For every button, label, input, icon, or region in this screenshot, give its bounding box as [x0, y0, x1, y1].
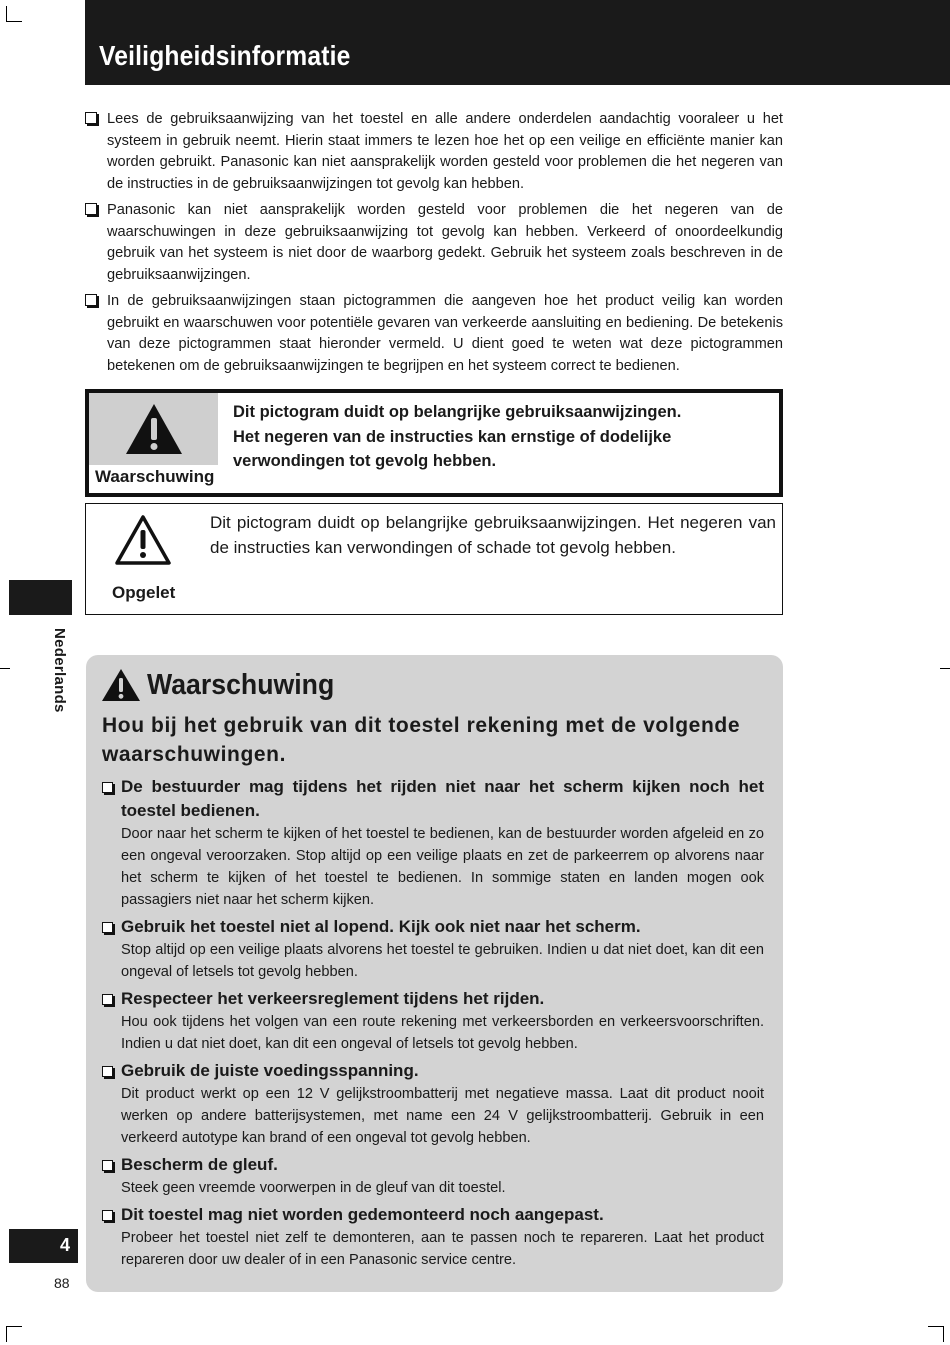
checkbox-bullet-icon	[85, 112, 97, 124]
crop-mark	[6, 1326, 22, 1327]
warning-triangle-icon	[101, 668, 141, 702]
page-number-box	[9, 1229, 78, 1263]
warning-item-body: Probeer het toestel niet zelf te demonteren, aan te passen noch te repareren. Laat het product repareren door uw dealer of in een Panasonic service centre.	[121, 1230, 764, 1268]
checkbox-bullet-icon	[102, 922, 113, 933]
panel-heading	[101, 668, 351, 702]
warning-item-body: Stop altijd op een veilige plaats alvorens het toestel te gebruiken. Indien u dat niet doet, kan dit een ongeval of letsels tot gevolg hebben.	[121, 942, 764, 980]
warning-panel	[86, 655, 783, 1292]
warning-description: Dit pictogram duidt op belangrijke gebruiksaanwijzingen. Het negeren van de instructies kan ernstige of dodelijke verwondingen tot gevolg hebben.	[233, 403, 682, 470]
sub-page-number: 88	[54, 1275, 70, 1291]
intro-paragraph: Lees de gebruiksaanwijzing van het toestel en alle andere onderdelen aandachtig vooraleer u het systeem in gebruik neemt. Hierin staat immers te lezen hoe het op een veilige en efficiënte manier kan worden gebruikt. Panasonic kan niet aansprakelijk worden gesteld voor problemen die het negeren van de instructies in de gebruiksaanwijzingen tot gevolg kan hebben.	[85, 109, 783, 195]
warning-item	[102, 775, 764, 911]
warning-item-body: Steek geen vreemde voorwerpen in de gleuf van dit toestel.	[121, 1180, 506, 1196]
warning-item	[102, 1203, 764, 1271]
warning-item-title: Gebruik het toestel niet al lopend. Kijk ook niet naar het scherm.	[121, 917, 641, 936]
checkbox-bullet-icon	[102, 1066, 113, 1077]
language-label: Nederlands	[51, 628, 68, 713]
warning-item-title: Dit toestel mag niet worden gedemonteerd noch aangepast.	[121, 1205, 604, 1224]
panel-subheading: Hou bij het gebruik van dit toestel rekening met de volgende waarschuwingen.	[102, 714, 741, 766]
crop-mark	[0, 668, 10, 669]
warning-item	[102, 1153, 764, 1199]
page-number: 4	[59, 1235, 70, 1255]
caution-triangle-icon	[113, 513, 173, 567]
caution-legend-box	[85, 503, 783, 615]
warning-label: Waarschuwing	[95, 467, 215, 486]
title-bar	[85, 0, 950, 85]
crop-mark	[943, 1326, 944, 1342]
crop-mark	[6, 21, 22, 22]
warning-item	[102, 987, 764, 1055]
warning-item-body: Hou ook tijdens het volgen van een route rekening met verkeersborden en verkeersvoorschriften. Indien u dat niet doet, kan dit een ongeval of letsels tot gevolg hebben.	[121, 1014, 764, 1052]
warning-item	[102, 915, 764, 983]
warning-item-body: Dit product werkt op een 12 V gelijkstroombatterij met negatieve massa. Laat dit product nooit werken op andere batterijsystemen, met name een 24 V gelijkstroombatterij. Gebruik in een verkeerd autotype kan brand of een ongeval tot gevolg hebben.	[121, 1086, 764, 1146]
warning-item-title: Respecteer het verkeersreglement tijdens het rijden.	[121, 989, 545, 1008]
page-title: Veiligheidsinformatie	[99, 40, 351, 71]
intro-list	[85, 109, 783, 382]
crop-mark	[928, 1326, 944, 1327]
warning-triangle-icon	[124, 402, 184, 456]
crop-mark	[6, 1326, 7, 1342]
checkbox-bullet-icon	[102, 1210, 113, 1221]
checkbox-bullet-icon	[85, 203, 97, 215]
checkbox-bullet-icon	[102, 1160, 113, 1171]
panel-heading-text: Waarschuwing	[147, 668, 335, 701]
warning-item-title: Bescherm de gleuf.	[121, 1155, 278, 1174]
crop-mark	[6, 6, 7, 22]
section-tab-marker	[9, 580, 72, 615]
caution-label: Opgelet	[112, 583, 176, 602]
warning-icon-cell	[89, 393, 218, 465]
intro-paragraph: In de gebruiksaanwijzingen staan pictogrammen die aangeven hoe het product veilig kan worden gebruikt en waarschuwen voor potentiële gevaren van verkeerde aansluiting en bediening. De betekenis van deze pictogrammen staat hieronder vermeld. U dient goed te weten wat deze pictogrammen betekenen om de gebruiksaanwijzingen te begrijpen en het systeem correct te bedienen.	[85, 291, 783, 377]
warning-list	[102, 775, 764, 1275]
intro-paragraph: Panasonic kan niet aansprakelijk worden gesteld voor problemen die het negeren van de waarschuwingen in deze gebruiksaanwijzing tot gevolg kan hebben. Verkeerd of onoordeelkundig gebruik van het systeem is niet door de waarborg gedekt. Gebruik het systeem zoals beschreven in de gebruiksaanwijzingen.	[85, 200, 783, 286]
warning-item	[102, 1059, 764, 1149]
crop-mark	[940, 668, 950, 669]
checkbox-bullet-icon	[102, 782, 113, 793]
caution-icon-cell	[113, 513, 173, 567]
warning-item-title: De bestuurder mag tijdens het rijden niet naar het scherm kijken noch het toestel bedienen.	[121, 777, 764, 820]
warning-item-title: Gebruik de juiste voedingsspanning.	[121, 1061, 419, 1080]
caution-description: Dit pictogram duidt op belangrijke gebruiksaanwijzingen. Het negeren van de instructies kan verwondingen of schade tot gevolg hebben.	[210, 513, 776, 557]
warning-legend-box	[85, 389, 783, 497]
checkbox-bullet-icon	[85, 294, 97, 306]
checkbox-bullet-icon	[102, 994, 113, 1005]
warning-item-body: Door naar het scherm te kijken of het toestel te bedienen, kan de bestuurder worden afgeleid en zo een ongeval veroorzaken. Stop altijd op een veilige plaats en zet de parkeerrem op alvorens naar het scherm te kijken of het toestel te bedienen. In sommige staten en landen mogen ook passagiers niet naar het scherm kijken.	[121, 826, 764, 908]
